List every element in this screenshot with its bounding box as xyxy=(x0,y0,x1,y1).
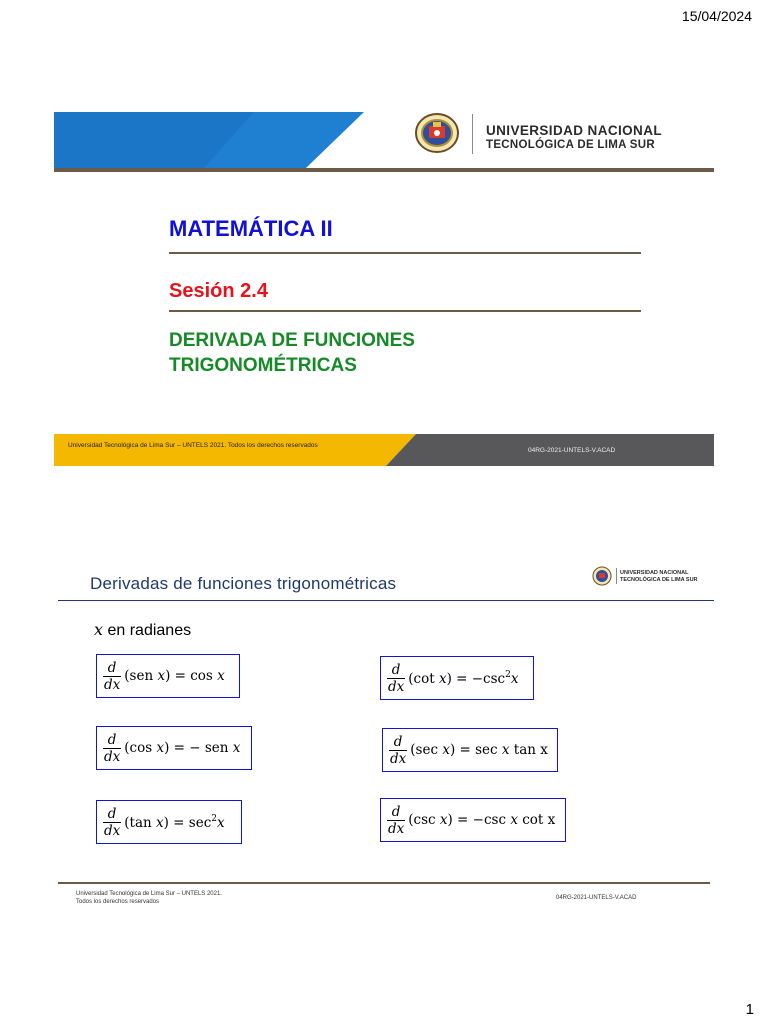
formula-expression xyxy=(408,812,555,828)
rhs: ) = − sen xyxy=(164,740,233,756)
footer-copyright: Universidad Tecnológica de Lima Sur – UNTELS 2021. Todos los derechos reservados xyxy=(68,442,318,449)
footer-code: 04RG-2021-UNTELS-V.ACAD xyxy=(528,447,616,454)
frac-denominator: dx xyxy=(104,822,121,839)
university-name xyxy=(486,124,662,152)
frac-denominator: dx xyxy=(390,750,407,767)
blue-banner xyxy=(54,112,364,168)
frac-numerator: d xyxy=(393,733,403,750)
lhs-function: (csc xyxy=(408,812,440,828)
university-name-line1: UNIVERSIDAD NACIONAL xyxy=(486,123,663,138)
rhs: ) = sec xyxy=(163,814,212,831)
university-name-line1: UNIVERSIDAD NACIONAL xyxy=(620,570,689,576)
lhs-variable: x xyxy=(438,670,447,687)
rhs-tail: cot x xyxy=(517,812,556,828)
formula-derivative-csc xyxy=(380,798,566,842)
lhs-function: (cot xyxy=(408,670,439,687)
exponent: 2 xyxy=(211,813,217,824)
title-divider xyxy=(58,600,714,601)
lhs-variable: x xyxy=(439,812,448,828)
lhs-variable: x xyxy=(156,740,165,756)
frac-denominator: dx xyxy=(388,820,405,837)
university-logo xyxy=(406,108,706,168)
session-divider xyxy=(169,310,641,312)
slide-1-footer xyxy=(54,434,714,466)
rhs: ) = −csc xyxy=(447,812,511,828)
rhs-tail: tan x xyxy=(509,742,548,758)
course-divider xyxy=(169,252,641,254)
slide-2-title: Derivadas de funciones trigonométricas xyxy=(90,574,397,593)
formula-derivative-sen xyxy=(96,654,240,698)
page-number: 1 xyxy=(745,1001,754,1018)
topic-line-2: TRIGONOMÉTRICAS xyxy=(169,355,357,376)
formula-derivative-cos xyxy=(96,726,252,770)
slide-1-header xyxy=(54,108,714,170)
derivative-operator xyxy=(389,734,407,767)
university-name-small xyxy=(620,570,698,583)
session-title: Sesión 2.4 xyxy=(169,280,268,302)
footer-code: 04RG-2021-UNTELS-V.ACAD xyxy=(556,895,637,901)
formula-expression xyxy=(124,740,240,756)
rhs-variable: x xyxy=(510,812,518,828)
rhs-tail: x xyxy=(510,670,519,687)
frac-denominator: dx xyxy=(388,678,405,695)
university-name-line2: TECNOLÓGICA DE LIMA SUR xyxy=(620,576,698,583)
rhs-variable: x xyxy=(217,668,225,684)
footer-copyright-line1: Universidad Tecnológica de Lima Sur – UNTELS 2021. xyxy=(76,891,222,897)
frac-numerator: d xyxy=(391,661,401,678)
rhs-variable: x xyxy=(232,740,241,756)
derivative-operator xyxy=(103,806,121,839)
formula-expression xyxy=(124,668,225,684)
lhs-variable: x xyxy=(157,668,166,684)
rhs: ) = sec xyxy=(449,742,502,758)
formula-expression xyxy=(408,670,518,687)
rhs-tail: x xyxy=(217,814,225,831)
page-date: 15/04/2024 xyxy=(681,8,752,24)
topic-line-1: DERIVADA DE FUNCIONES xyxy=(169,330,415,351)
formula-derivative-tan xyxy=(96,800,242,844)
lhs-function: (cos xyxy=(124,740,157,756)
radians-note xyxy=(94,620,191,640)
frac-numerator: d xyxy=(391,803,401,820)
lhs-variable: x xyxy=(442,742,450,758)
university-logo-small xyxy=(592,566,722,590)
frac-numerator: d xyxy=(107,731,117,748)
rhs-variable: x xyxy=(501,742,510,758)
slide-2 xyxy=(54,556,714,905)
frac-denominator: dx xyxy=(104,676,121,693)
footer-divider xyxy=(58,882,710,884)
university-crest-icon xyxy=(414,112,460,154)
lhs-function: (tan xyxy=(124,814,156,831)
formula-derivative-sec xyxy=(382,728,558,772)
exponent: 2 xyxy=(505,669,511,680)
logo-divider xyxy=(616,568,617,584)
formula-expression xyxy=(124,814,224,831)
footer-copyright xyxy=(76,890,222,906)
derivative-operator xyxy=(387,804,405,837)
footer-copyright-line2: Todos los derechos reservados xyxy=(76,899,160,905)
derivative-operator xyxy=(387,662,405,695)
frac-denominator: dx xyxy=(104,748,121,765)
derivative-operator xyxy=(103,660,121,693)
formula-derivative-cot xyxy=(380,656,534,700)
lhs-variable: x xyxy=(156,814,164,831)
lhs-function: (sen xyxy=(124,668,158,684)
frac-numerator: d xyxy=(107,659,117,676)
formula-expression xyxy=(410,742,548,758)
derivative-operator xyxy=(103,732,121,765)
slide-1 xyxy=(54,108,714,466)
topic-title xyxy=(169,328,415,378)
university-crest-icon xyxy=(592,566,612,586)
university-name-line2: TECNOLÓGICA DE LIMA SUR xyxy=(486,139,655,151)
course-title: MATEMÁTICA II xyxy=(169,216,333,241)
header-divider xyxy=(54,168,714,172)
radians-note-text: en radianes xyxy=(103,622,192,639)
frac-numerator: d xyxy=(107,805,117,822)
radians-note-variable: x xyxy=(94,620,104,639)
lhs-function: (sec xyxy=(410,742,443,758)
rhs: ) = −csc xyxy=(446,670,506,687)
rhs: ) = cos xyxy=(165,668,218,684)
logo-divider xyxy=(472,114,473,154)
